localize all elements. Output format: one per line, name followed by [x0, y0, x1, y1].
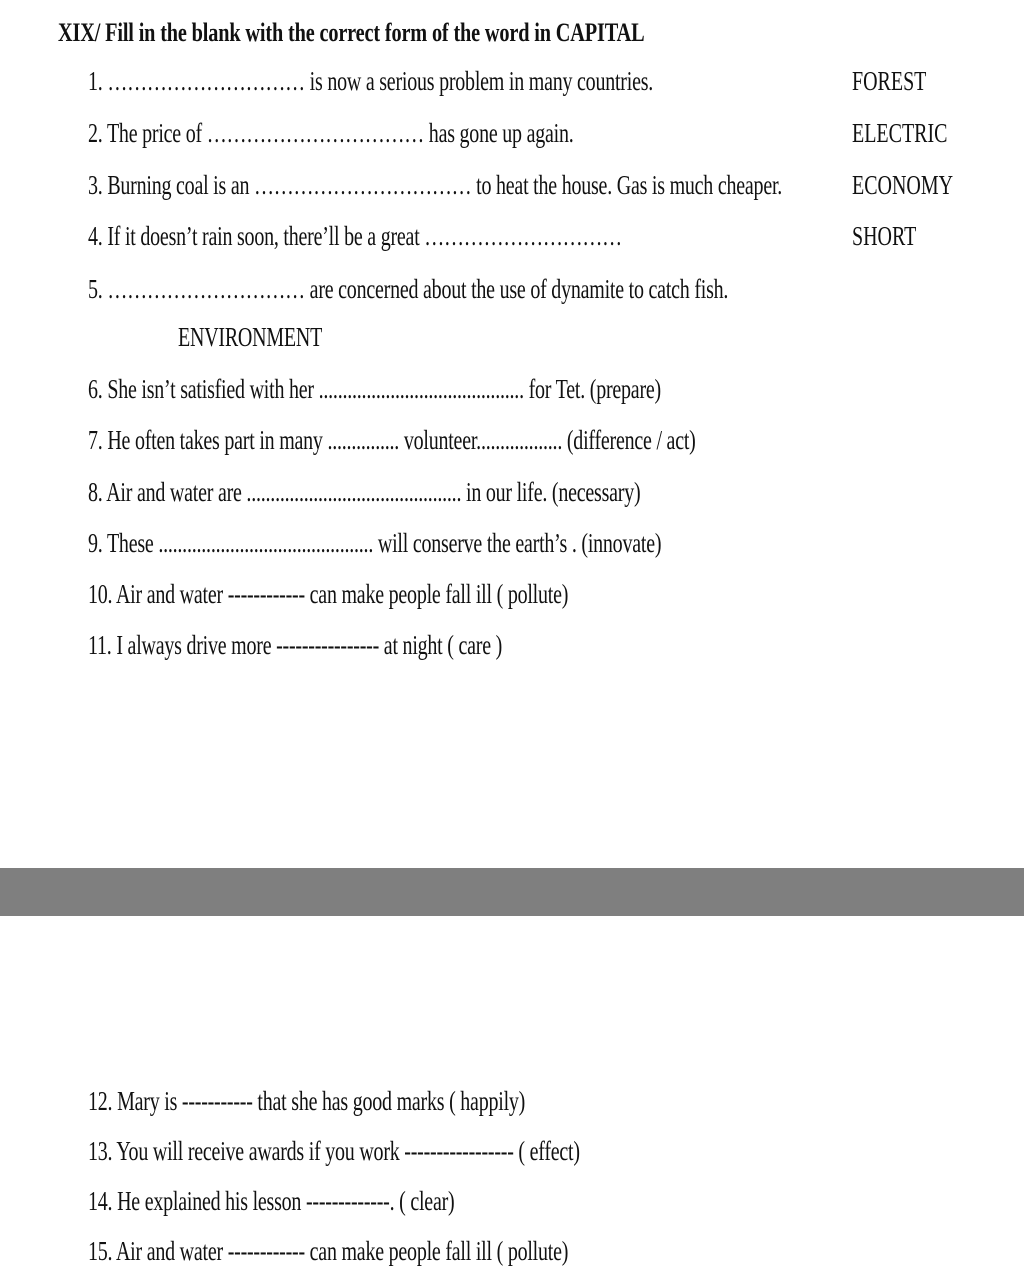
question-6: 6. She isn’t satisfied with her ........................................... for Tet. (prepare): [88, 374, 661, 404]
question-7: 7. He often takes part in many ............... volunteer.................. (difference / act): [88, 425, 696, 455]
exercise-heading: XIX/ Fill in the blank with the correct form of the word in CAPITAL: [58, 18, 645, 47]
question-8: 8. Air and water are ............................................. in our life. (necessary): [88, 477, 641, 507]
question-2: 2. The price of …………………………… has gone up again.: [88, 118, 574, 148]
page-break-divider: [0, 868, 1024, 916]
question-5: 5. ………………………… are concerned about the use of dynamite to catch fish.: [88, 274, 729, 304]
question-4: 4. If it doesn’t rain soon, there’ll be a great …………………………: [88, 221, 622, 251]
question-3: 3. Burning coal is an …………………………… to heat the house. Gas is much cheaper.: [88, 170, 783, 200]
question-9: 9. These ............................................. will conserve the earth’s . (innovate): [88, 528, 662, 558]
keyword-4: SHORT: [852, 221, 917, 251]
question-10: 10. Air and water ------------ can make people fall ill ( pollute): [88, 579, 569, 609]
keyword-5: ENVIRONMENT: [178, 322, 323, 352]
question-11: 11. I always drive more ---------------- at night ( care ): [88, 630, 503, 660]
question-12: 12. Mary is ----------- that she has good marks ( happily): [88, 1086, 526, 1116]
question-15: 15. Air and water ------------ can make people fall ill ( pollute): [88, 1236, 569, 1266]
question-1: 1. ………………………… is now a serious problem in many countries.: [88, 66, 654, 96]
keyword-2: ELECTRIC: [852, 118, 948, 148]
question-13: 13. You will receive awards if you work ----------------- ( effect): [88, 1136, 580, 1166]
keyword-1: FOREST: [852, 66, 927, 96]
question-14: 14. He explained his lesson -------------. ( clear): [88, 1186, 455, 1216]
keyword-3: ECONOMY: [852, 170, 954, 200]
